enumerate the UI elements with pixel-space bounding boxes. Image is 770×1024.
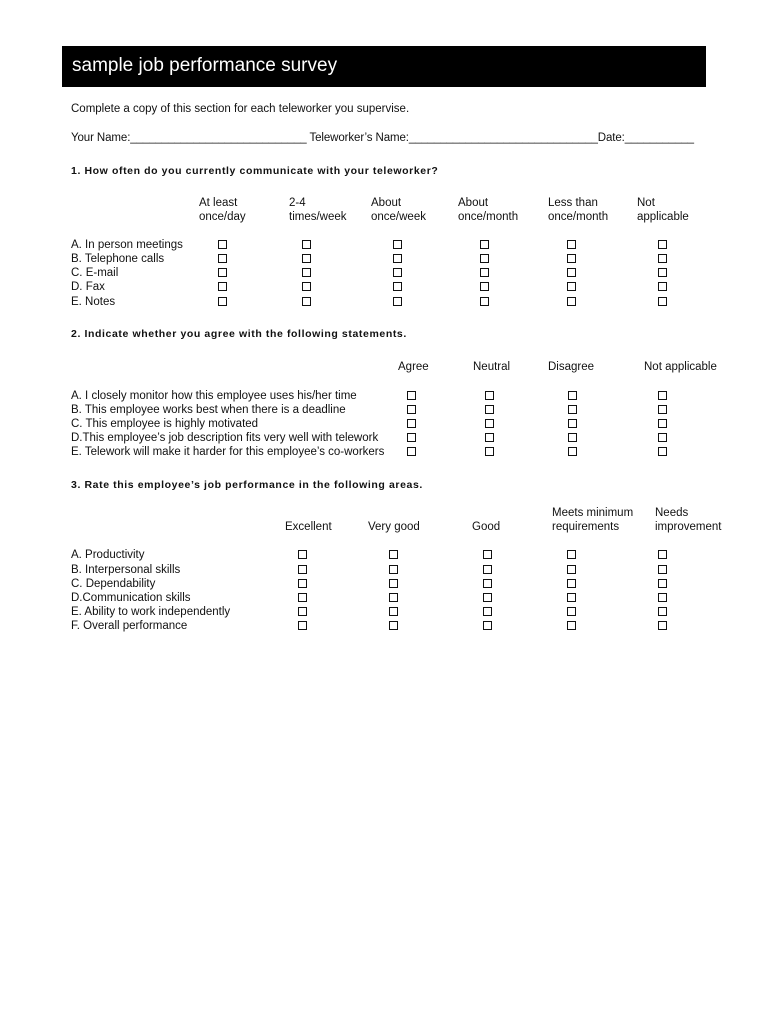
q2-col-header: Not applicable (644, 361, 717, 373)
q3-checkbox[interactable] (483, 550, 492, 559)
q3-checkbox[interactable] (483, 607, 492, 616)
q3-checkbox[interactable] (567, 621, 576, 630)
q3-checkbox[interactable] (567, 550, 576, 559)
q2-checkbox[interactable] (407, 405, 416, 414)
q1-row-label: B. Telephone calls (71, 253, 165, 265)
q1-checkbox[interactable] (302, 240, 311, 249)
q2-checkbox[interactable] (658, 391, 667, 400)
q1-checkbox[interactable] (480, 282, 489, 291)
title-bar (62, 46, 706, 87)
q3-checkbox[interactable] (389, 565, 398, 574)
q2-checkbox[interactable] (485, 419, 494, 428)
q2-question: 2. Indicate whether you agree with the following statements. (71, 328, 407, 340)
q1-checkbox[interactable] (480, 297, 489, 306)
intro-text: Complete a copy of this section for each teleworker you supervise. (71, 103, 410, 115)
q1-checkbox[interactable] (567, 240, 576, 249)
q2-checkbox[interactable] (407, 391, 416, 400)
q3-checkbox[interactable] (567, 565, 576, 574)
q3-checkbox[interactable] (298, 579, 307, 588)
q3-col-header: Very good (368, 521, 420, 533)
q1-checkbox[interactable] (218, 297, 227, 306)
q1-checkbox[interactable] (480, 254, 489, 263)
q3-checkbox[interactable] (567, 579, 576, 588)
q1-checkbox[interactable] (658, 297, 667, 306)
q2-col-header: Neutral (473, 361, 511, 373)
q1-col-header: At least once/day (199, 197, 246, 223)
q3-col-header: Good (472, 521, 501, 533)
q3-col-header: Meets minimum requirements (552, 507, 634, 533)
q3-row-label: A. Productivity (71, 549, 145, 561)
q2-checkbox[interactable] (658, 405, 667, 414)
q1-checkbox[interactable] (302, 297, 311, 306)
q3-checkbox[interactable] (389, 607, 398, 616)
q3-checkbox[interactable] (389, 621, 398, 630)
q3-row-label: D.Communication skills (71, 592, 191, 604)
q1-checkbox[interactable] (218, 254, 227, 263)
q2-checkbox[interactable] (568, 405, 577, 414)
q2-checkbox[interactable] (568, 447, 577, 456)
q1-row-label: A. In person meetings (71, 239, 183, 251)
q3-checkbox[interactable] (567, 593, 576, 602)
q3-question: 3. Rate this employee’s job performance in the following areas. (71, 479, 423, 491)
q1-checkbox[interactable] (218, 240, 227, 249)
q1-question: 1. How often do you currently communicate with your teleworker? (71, 165, 439, 177)
q3-checkbox[interactable] (389, 579, 398, 588)
q3-checkbox[interactable] (658, 579, 667, 588)
q2-checkbox[interactable] (485, 447, 494, 456)
q1-col-header: About once/month (458, 197, 519, 223)
q1-checkbox[interactable] (658, 268, 667, 277)
q2-checkbox[interactable] (407, 419, 416, 428)
q3-checkbox[interactable] (389, 593, 398, 602)
q3-checkbox[interactable] (658, 621, 667, 630)
q2-checkbox[interactable] (568, 391, 577, 400)
q2-col-header: Disagree (548, 361, 595, 373)
q2-row-label: D.This employee’s job description fits very well with telework (71, 432, 379, 444)
q3-row-label: E. Ability to work independently (71, 606, 231, 618)
q3-checkbox[interactable] (298, 621, 307, 630)
q1-checkbox[interactable] (567, 297, 576, 306)
q1-checkbox[interactable] (302, 268, 311, 277)
q1-checkbox[interactable] (658, 240, 667, 249)
q2-checkbox[interactable] (568, 433, 577, 442)
q2-checkbox[interactable] (407, 447, 416, 456)
q2-checkbox[interactable] (485, 433, 494, 442)
q2-row-label: E. Telework will make it harder for this employee’s co-workers (71, 446, 385, 458)
q1-row-label: D. Fax (71, 281, 105, 293)
q1-checkbox[interactable] (393, 254, 402, 263)
q2-checkbox[interactable] (485, 391, 494, 400)
q3-checkbox[interactable] (298, 607, 307, 616)
q3-row-label: F. Overall performance (71, 620, 188, 632)
q2-checkbox[interactable] (658, 419, 667, 428)
q1-row-label: C. E-mail (71, 267, 119, 279)
q3-checkbox[interactable] (658, 550, 667, 559)
q1-checkbox[interactable] (302, 254, 311, 263)
q3-checkbox[interactable] (483, 621, 492, 630)
q1-checkbox[interactable] (302, 282, 311, 291)
q1-row-label: E. Notes (71, 296, 116, 308)
q1-col-header: 2-4 times/week (289, 197, 347, 223)
q3-col-header: Excellent (285, 521, 332, 533)
q3-row-label: B. Interpersonal skills (71, 564, 181, 576)
q3-checkbox[interactable] (658, 607, 667, 616)
q2-col-header: Agree (398, 361, 429, 373)
q3-checkbox[interactable] (658, 565, 667, 574)
q1-checkbox[interactable] (393, 240, 402, 249)
q3-checkbox[interactable] (658, 593, 667, 602)
q2-checkbox[interactable] (658, 447, 667, 456)
q1-checkbox[interactable] (393, 282, 402, 291)
q1-checkbox[interactable] (567, 282, 576, 291)
q2-row-label: B. This employee works best when there is a deadline (71, 404, 346, 416)
q1-checkbox[interactable] (567, 268, 576, 277)
q2-row-label: A. I closely monitor how this employee uses his/her time (71, 390, 357, 402)
q3-checkbox[interactable] (298, 565, 307, 574)
q1-checkbox[interactable] (658, 282, 667, 291)
q2-checkbox[interactable] (485, 405, 494, 414)
q1-checkbox[interactable] (393, 297, 402, 306)
q3-row-label: C. Dependability (71, 578, 156, 590)
q1-checkbox[interactable] (218, 268, 227, 277)
q1-checkbox[interactable] (567, 254, 576, 263)
name-line: Your Name:____________________________ Teleworker’s Name:______________________________Date:___________ (71, 132, 694, 144)
q3-checkbox[interactable] (567, 607, 576, 616)
q2-checkbox[interactable] (658, 433, 667, 442)
q1-col-header: About once/week (371, 197, 426, 223)
page-title: sample job performance survey (72, 55, 338, 76)
q3-checkbox[interactable] (298, 593, 307, 602)
q2-checkbox[interactable] (407, 433, 416, 442)
q1-checkbox[interactable] (480, 268, 489, 277)
q3-checkbox[interactable] (483, 593, 492, 602)
q1-checkbox[interactable] (480, 240, 489, 249)
q1-col-header: Not applicable (637, 197, 689, 223)
q3-col-header: Needs improvement (655, 507, 722, 533)
q1-col-header: Less than once/month (548, 197, 609, 223)
q2-row-label: C. This employee is highly motivated (71, 418, 259, 430)
q2-checkbox[interactable] (568, 419, 577, 428)
q1-checkbox[interactable] (658, 254, 667, 263)
q1-checkbox[interactable] (218, 282, 227, 291)
q3-checkbox[interactable] (483, 579, 492, 588)
q3-checkbox[interactable] (389, 550, 398, 559)
q3-checkbox[interactable] (483, 565, 492, 574)
q3-checkbox[interactable] (298, 550, 307, 559)
q1-checkbox[interactable] (393, 268, 402, 277)
